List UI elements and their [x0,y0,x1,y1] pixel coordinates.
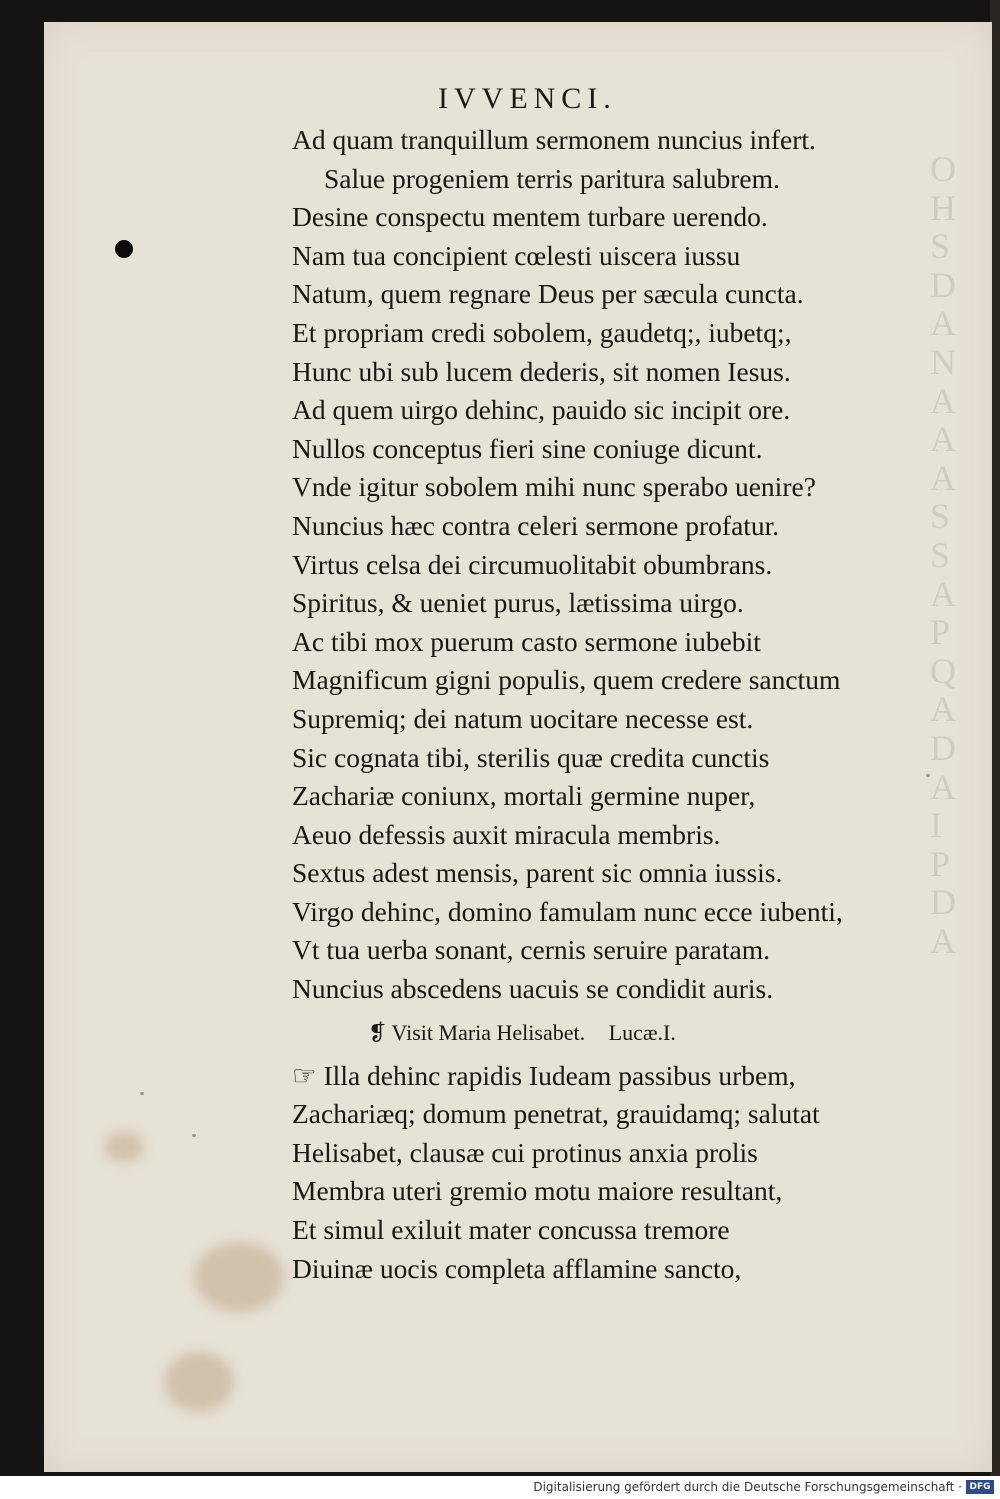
funding-credit: Digitalisierung gefördert durch die Deutsche Forschungsgemeinschaft · [533,1480,962,1494]
verse-block [292,121,982,1288]
verse-line: Et propriam credi sobolem, gaudetq;, iubetq;, [292,316,792,348]
verse-line: Ad quam tranquillum sermonem nuncius infert. [292,124,816,155]
footer-bar [0,1476,1000,1499]
speck-mark [192,1134,196,1137]
verse-line: Vnde igitur sobolem mihi nunc sperabo uenire? [292,471,816,503]
verse-line: Nullos conceptus fieri sine coniuge dicunt. [292,432,763,464]
running-head: IVVENCI. [438,82,617,115]
verses-before-rubric [292,121,982,1009]
verse-line: Membra uteri gremio motu maiore resultant, [292,1175,783,1207]
verse-line: Sic cognata tibi, sterilis quæ credita cunctis [292,741,770,773]
verse-line: Zachariæ coniunx, mortali germine nuper, [292,780,756,812]
verse-line: Helisabet, clausæ cui protinus anxia prolis [292,1136,758,1168]
stain-mark [104,1132,144,1162]
dfg-logo: DFG [966,1480,994,1494]
verse-line: Supremiq; dei natum uocitare necesse est. [292,702,754,734]
rubric-text: ❡ Visit Maria Helisabet. [368,1019,586,1045]
verse-line: Sextus adest mensis, parent sic omnia iussis. [292,857,783,889]
stain-mark [194,1242,284,1312]
verse-line: ☞ Illa dehinc rapidis Iudeam passibus urbem, [292,1059,796,1091]
verse-line: Spiritus, & ueniet purus, lætissima uirgo. [292,587,744,619]
verse-line: Diuinæ uocis completa afflamine sancto, [292,1252,742,1284]
verse-line: Virgo dehinc, domino famulam nunc ecce iubenti, [292,895,843,927]
verse-line: Et simul exiluit mater concussa tremore [292,1214,730,1246]
verse-line: Nuncius abscedens uacuis se condidit auris. [292,973,774,1005]
verse-line: Nam tua concipient cœlesti uiscera iussu [292,239,741,271]
verse-line: Magnificum gigni populis, quem credere sanctum [292,664,841,696]
binding-hole [115,240,133,258]
section-rubric [292,1009,982,1057]
verse-line: Ac tibi mox puerum casto sermone iubebit [292,625,761,657]
verse-line: Vt tua uerba sonant, cernis seruire paratam. [292,934,771,966]
verse-line: Hunc ubi sub lucem dederis, sit nomen Iesus. [292,355,791,387]
stain-mark [164,1352,234,1412]
verses-after-rubric [292,1057,982,1289]
verse-line: Virtus celsa dei circumuolitabit obumbrans. [292,548,773,580]
show-through-letters: O H S D A N A A A S S A P Q A D A I P D A [930,150,956,961]
rubric-reference: Lucæ.I. [608,1019,676,1045]
verse-line: Natum, quem regnare Deus per sæcula cuncta. [292,278,804,310]
verse-line: Nuncius hæc contra celeri sermone profatur. [292,509,780,541]
verse-line: Desine conspectu mentem turbare uerendo. [292,201,768,233]
speck-mark [140,1092,144,1095]
verse-line: Zachariæq; domum penetrat, grauidamq; salutat [292,1098,820,1130]
verse-line: Salue progeniem terris paritura salubrem. [324,162,780,194]
verse-line: Ad quem uirgo dehinc, pauido sic incipit ore. [292,394,791,426]
verse-line: Aeuo defessis auxit miracula membris. [292,818,721,850]
